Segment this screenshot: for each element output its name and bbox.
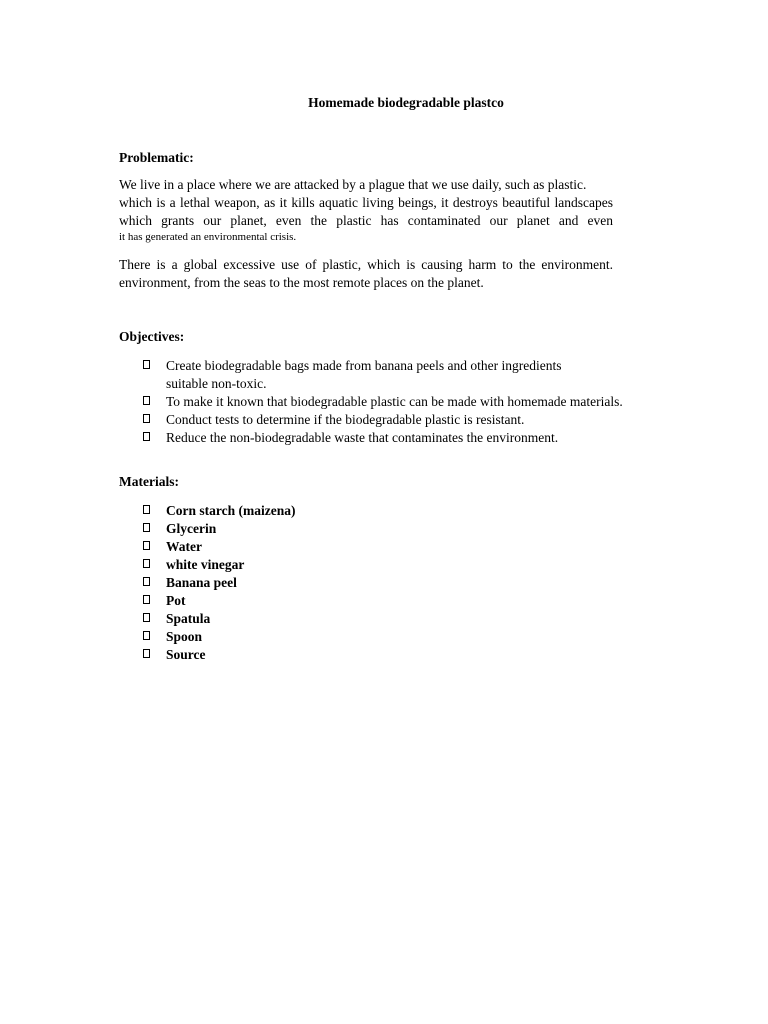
objectives-heading: Objectives: [119,329,185,344]
list-item [142,574,295,592]
list-item-text: Pot [166,593,186,608]
paragraph-line: We live in a place where we are attacked by a plague that we use daily, such as plastic. [119,177,587,192]
materials-list [142,502,295,664]
paragraph-line: which is a lethal weapon, as it kills aquatic living beings, it destroys beautiful landscapes [119,195,613,210]
list-item-text-continued: suitable non-toxic. [166,376,267,391]
checkbox-bullet-icon [143,577,150,586]
list-item [142,520,295,538]
list-item [142,502,295,520]
list-item-text: To make it known that biodegradable plastic can be made with homemade materials. [166,394,623,409]
list-item [142,610,295,628]
checkbox-bullet-icon [143,559,150,568]
list-item-text: white vinegar [166,557,245,572]
checkbox-bullet-icon [143,360,150,369]
materials-heading: Materials: [119,474,179,489]
list-item-text: Reduce the non-biodegradable waste that contaminates the environment. [166,430,559,445]
document-title: Homemade biodegradable plastco [308,95,504,110]
problematic-paragraph-2 [119,256,613,292]
checkbox-bullet-icon [143,649,150,658]
checkbox-bullet-icon [143,414,150,423]
paragraph-line: it has generated an environmental crisis. [119,231,297,243]
paragraph-line: There is a global excessive use of plastic, which is causing harm to the environment. [119,257,613,272]
list-item [142,357,623,393]
list-item [142,429,623,447]
checkbox-bullet-icon [143,595,150,604]
checkbox-bullet-icon [143,396,150,405]
list-item [142,592,295,610]
problematic-paragraph-1 [119,176,613,245]
checkbox-bullet-icon [143,541,150,550]
paragraph-line: environment, from the seas to the most remote places on the planet. [119,275,484,290]
checkbox-bullet-icon [143,432,150,441]
list-item-text: Water [166,539,202,554]
list-item [142,538,295,556]
list-item-text: Spatula [166,611,211,626]
list-item-text: Source [166,647,206,662]
objectives-list [142,357,623,447]
problematic-heading: Problematic: [119,150,194,165]
list-item [142,411,623,429]
list-item-text: Glycerin [166,521,217,536]
checkbox-bullet-icon [143,523,150,532]
list-item-text: Banana peel [166,575,237,590]
checkbox-bullet-icon [143,613,150,622]
list-item-text: Corn starch (maizena) [166,503,296,518]
checkbox-bullet-icon [143,631,150,640]
list-item [142,646,295,664]
checkbox-bullet-icon [143,505,150,514]
list-item-text: Create biodegradable bags made from banana peels and other ingredients [166,358,562,373]
list-item [142,628,295,646]
paragraph-line: which grants our planet, even the plastic has contaminated our planet and even [119,213,613,228]
list-item [142,393,623,411]
list-item-text: Conduct tests to determine if the biodegradable plastic is resistant. [166,412,525,427]
list-item [142,556,295,574]
list-item-text: Spoon [166,629,203,644]
